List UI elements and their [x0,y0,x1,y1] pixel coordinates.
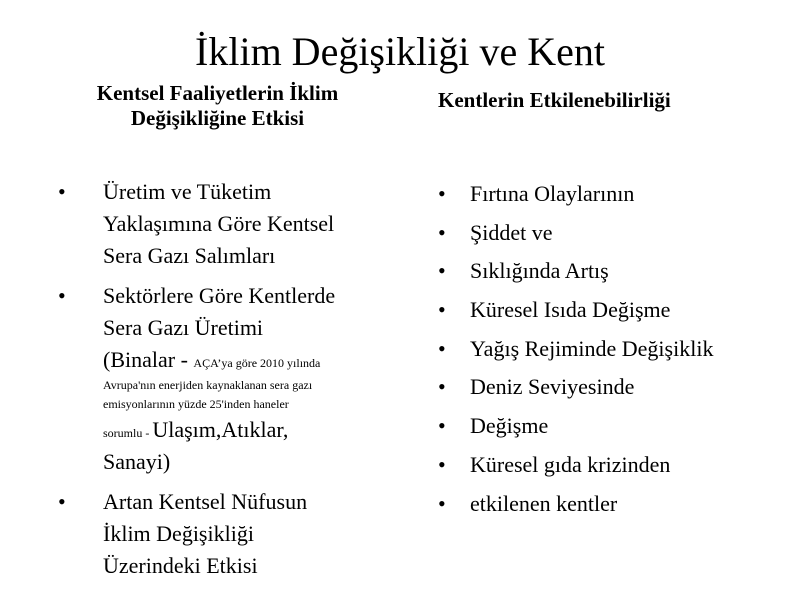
right-bullet-list [438,181,793,529]
slide-title: İklim Değişikliği ve Kent [195,29,605,74]
bullet-icon: • [58,283,66,308]
bullet-icon: • [438,451,446,477]
item-text-line: Artan Kentsel Nüfusun [103,489,308,514]
right-list-item [438,258,793,284]
bullet-icon: • [438,219,446,245]
item-text-line: Sera Gazı Üretimi [103,315,264,340]
bullet-icon: • [438,335,446,361]
bullet-icon: • [438,258,446,284]
item-text-line: Sanayi) [103,449,171,474]
item-text-line: Yaklaşımına Göre Kentsel [103,211,335,236]
right-item-text: Yağış Rejiminde Değişiklik [470,335,714,361]
right-item-text: Deniz Seviyesinde [470,374,635,400]
right-column-heading: Kentlerin Etkilenebilirliği [438,88,671,112]
left-list-item-1 [58,176,398,272]
bullet-icon: • [438,181,446,206]
item-text-line: Ulaşım,Atıklar, [152,417,289,442]
right-list-item [438,491,793,517]
item-text-line: Üzerindeki Etkisi [103,553,258,578]
right-item-text: Küresel Isıda Değişme [470,297,671,323]
right-list-item [438,413,793,439]
bullet-icon: • [58,489,66,514]
item-text-line: (Binalar - [103,347,194,372]
item-text-line: Üretim ve Tüketim [103,179,272,204]
bullet-icon: • [438,297,446,323]
left-bullet-list [58,176,398,590]
right-list-item [438,374,793,400]
bullet-icon: • [438,374,446,400]
right-list-item [438,336,793,362]
left-heading-line-2: Değişikliğine Etkisi [130,106,305,130]
item-small-text: Avrupa'nın enerjiden kaynaklanan sera gazı [103,378,313,392]
item-small-text: AÇA’ya göre 2010 yılında [193,356,321,370]
bullet-icon: • [438,490,446,516]
bullet-icon: • [58,179,66,204]
item-small-text: emisyonlarının yüzde 25'inden haneler [103,397,289,411]
right-list-item [438,220,793,246]
item-small-text: sorumlu - [103,426,153,440]
bullet-icon: • [438,413,446,439]
right-item-text: Şiddet ve [470,219,553,245]
right-item-text: etkilenen kentler [470,490,618,516]
right-list-item [438,297,793,323]
left-column-heading [40,81,395,131]
right-list-item [438,452,793,478]
item-text-line: İklim Değişikliği [103,521,254,546]
right-item-text: Küresel gıda krizinden [470,451,671,477]
item-text-line: Sektörlere Göre Kentlerde [103,283,336,308]
left-list-item-2 [58,280,398,478]
right-item-text: Sıklığında Artış [470,258,609,284]
left-heading-line-1: Kentsel Faaliyetlerin İklim [96,81,339,105]
right-item-text: Değişme [470,413,549,439]
right-item-text: Fırtına Olaylarının [470,181,635,206]
item-text-line: Sera Gazı Salımları [103,243,276,268]
right-list-item [438,181,793,207]
left-list-item-3 [58,486,398,582]
